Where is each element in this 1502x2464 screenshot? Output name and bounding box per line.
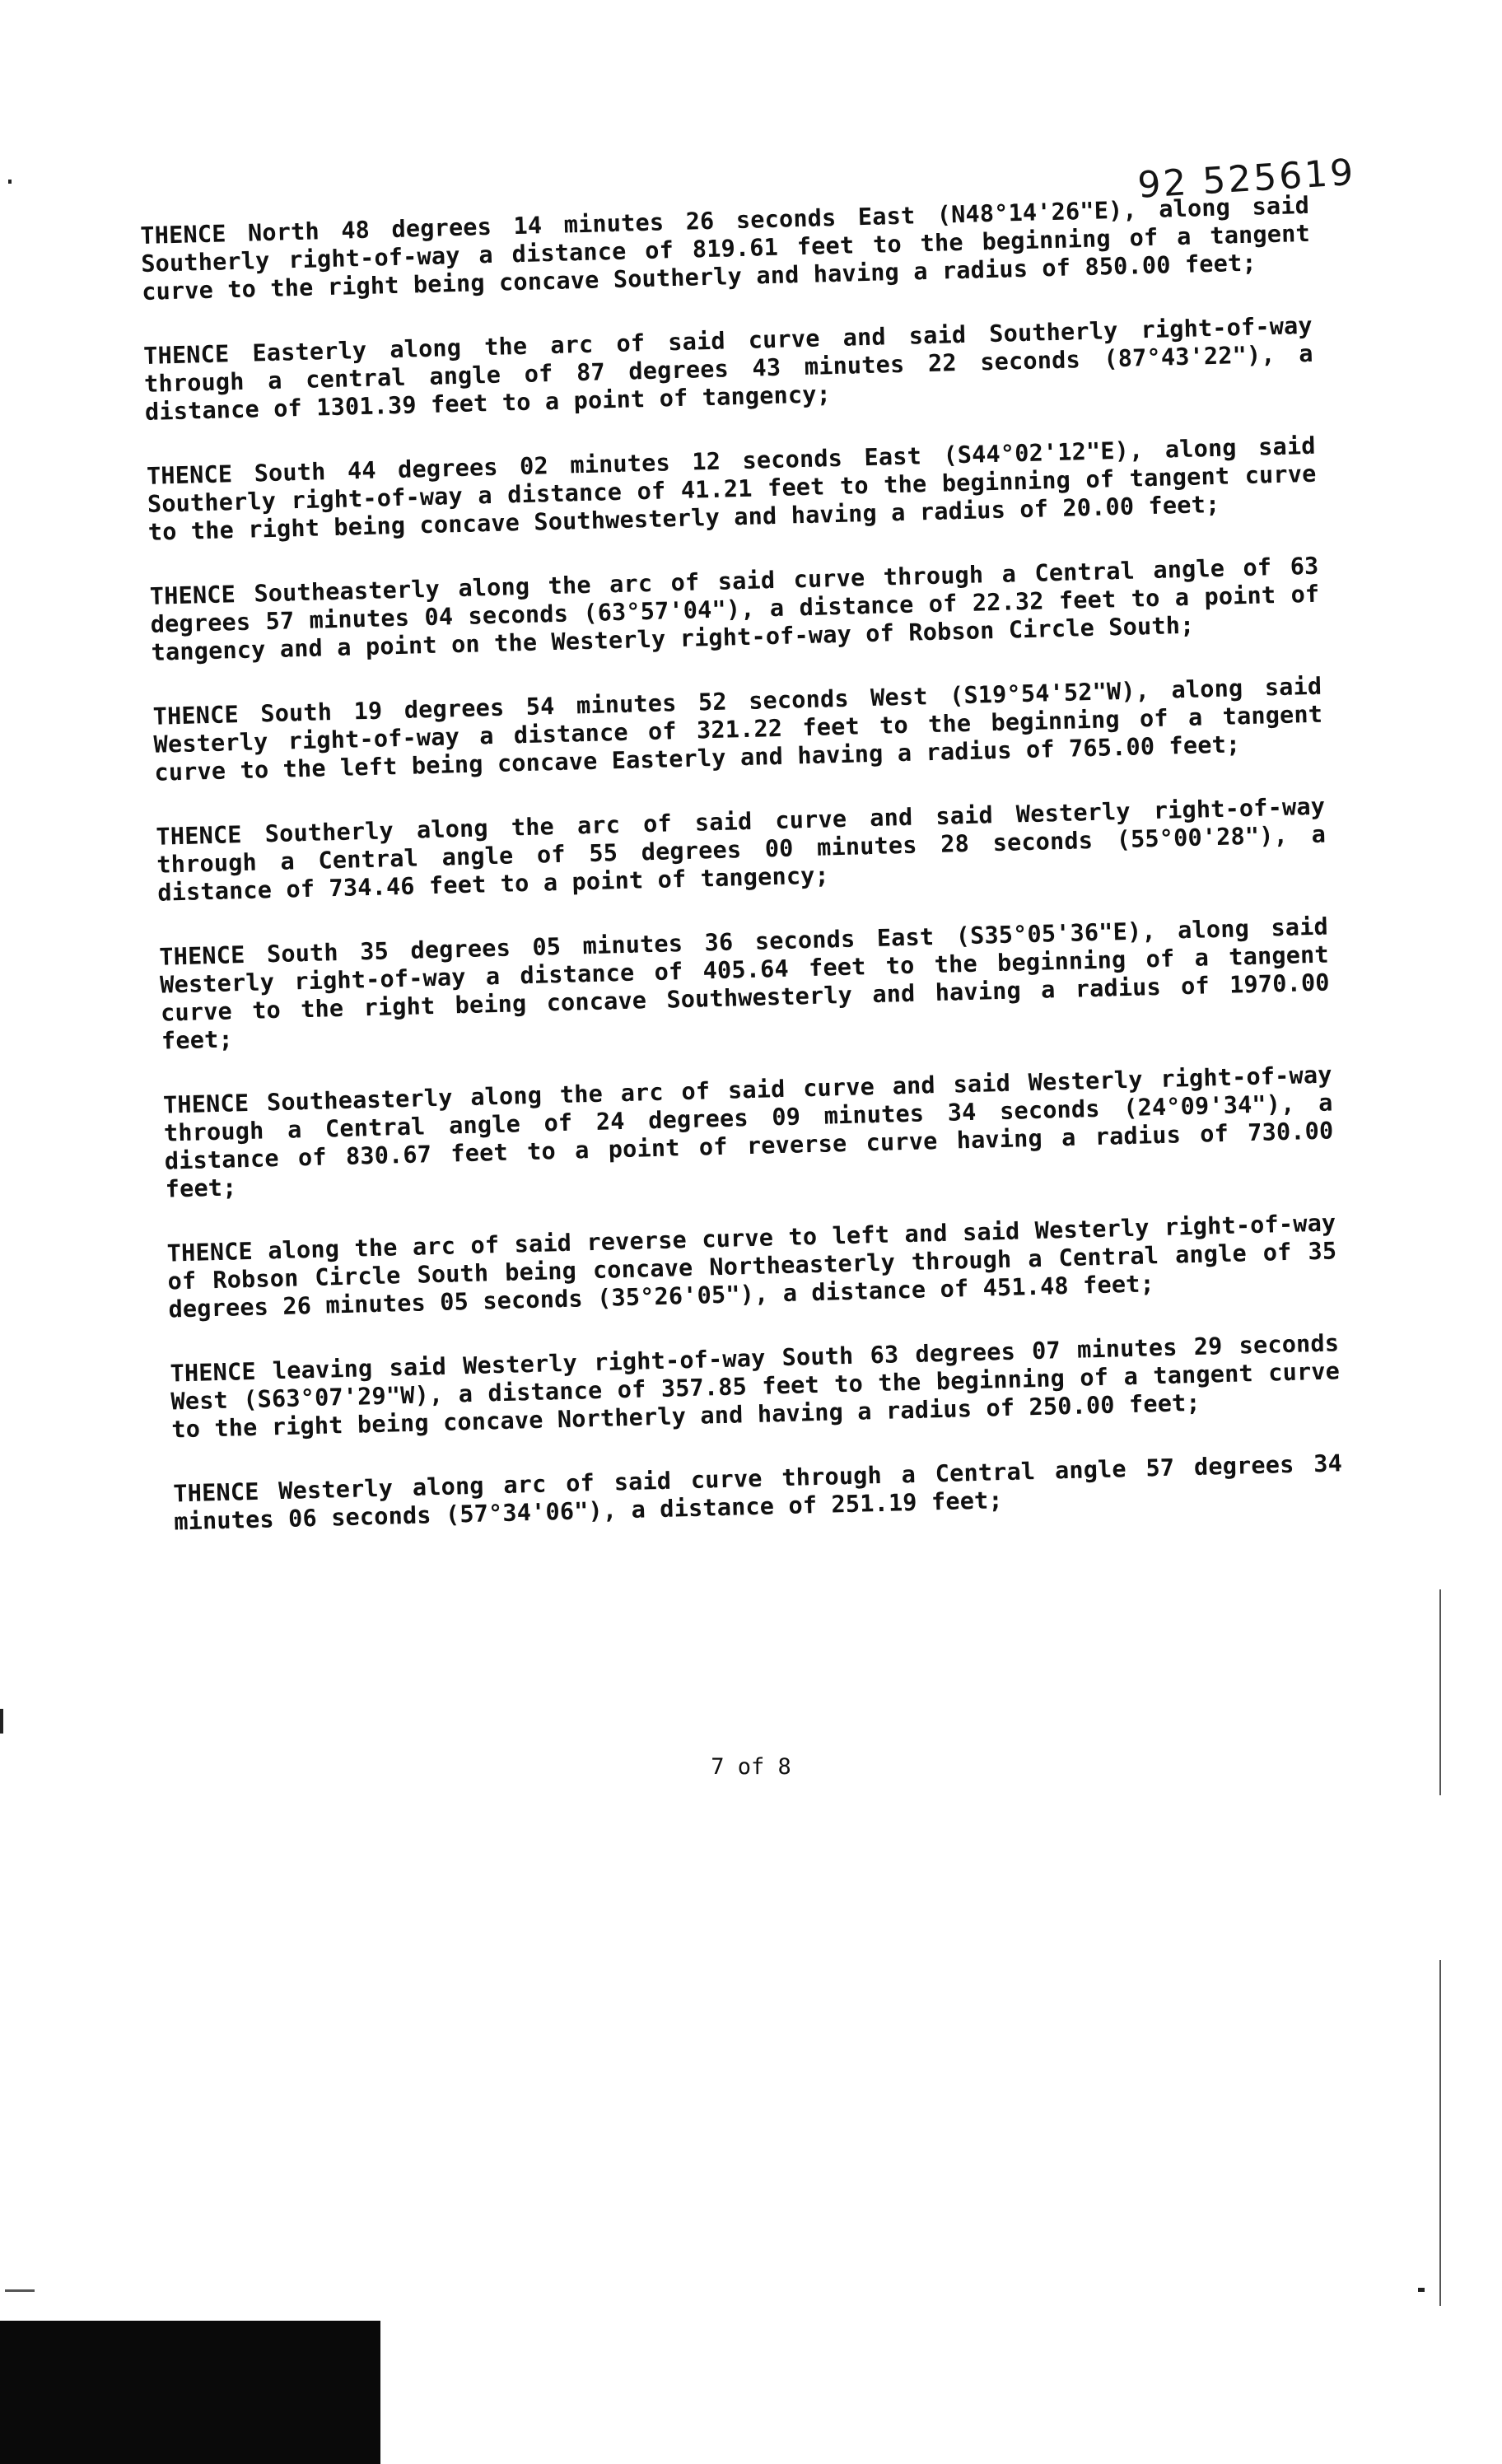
course-paragraph-2: THENCE Easterly along the arc of said curve and said Southerly right-of-way through a central angle of 87 degrees 43 minutes 22 seconds (87°43'22"), a distance of 1301.39 feet to a point of tangency; xyxy=(142,311,1314,426)
scan-speck xyxy=(1418,2288,1425,2292)
course-paragraph-3: THENCE South 44 degrees 02 minutes 12 seconds East (S44°02'12"E), along said Southerly right-of-way a distance of 41.21 feet to the beginning of tangent curve to the right being concave Southwesterly and having a radius of 20.00 feet; xyxy=(146,432,1317,546)
course-paragraph-5: THENCE South 19 degrees 54 minutes 52 seconds West (S19°54'52"W), along said Westerly right-of-way a distance of 321.22 feet to the beginning of a tangent curve to the left being concave Easterly and having a radius of 765.00 feet; xyxy=(152,672,1323,786)
page-number: 7 of 8 xyxy=(711,1754,791,1780)
course-paragraph-1: THENCE North 48 degrees 14 minutes 26 seconds East (N48°14'26"E), along said Southerly right-of-way a distance of 819.61 feet to the beginning of a tangent curve to the right being concave Southerly and having a radius of 850.00 feet; xyxy=(140,191,1311,306)
scan-margin-line xyxy=(1439,1960,1441,2306)
recording-number: 92 525619 xyxy=(1136,151,1357,207)
scan-speck xyxy=(8,180,12,184)
course-paragraph-8: THENCE Southeasterly along the arc of said curve and said Westerly right-of-way through a Central angle of 24 degrees 09 minutes 34 seconds (24°09'34"), a distance of 830.67 feet to a point of reverse curve having a radius of 730.00 feet; xyxy=(162,1061,1334,1203)
scan-margin-line xyxy=(1439,1589,1441,1795)
course-paragraph-10: THENCE leaving said Westerly right-of-way South 63 degrees 07 minutes 29 seconds West (S63°07'29"W), a distance of 357.85 feet to the beginning of a tangent curve to the right being concave Northerly and having a radius of 250.00 feet; xyxy=(170,1329,1341,1444)
course-paragraph-9: THENCE along the arc of said reverse curve to left and said Westerly right-of-way of Robson Circle South being concave Northeasterly through a Central angle of 35 degrees 26 minutes 05 seconds (35°26'05"), a distance of 451.48 feet; xyxy=(166,1209,1337,1323)
course-paragraph-7: THENCE South 35 degrees 05 minutes 36 seconds East (S35°05'36"E), along said Westerly right-of-way a distance of 405.64 feet to the beginning of a tangent curve to the right being concave Southwesterly and having a radius of 1970.00 feet; xyxy=(158,912,1331,1055)
scan-speck xyxy=(5,2289,35,2292)
black-scan-block xyxy=(0,2321,380,2464)
course-paragraph-11: THENCE Westerly along arc of said curve through a Central angle 57 degrees 34 minutes 06 seconds (57°34'06"), a distance of 251.19 feet; xyxy=(172,1449,1343,1536)
course-paragraph-6: THENCE Southerly along the arc of said curve and said Westerly right-of-way through a Central angle of 55 degrees 00 minutes 28 seconds (55°00'28"), a distance of 734.46 feet to a point of tangency; xyxy=(156,792,1327,907)
legal-description xyxy=(140,192,1344,1573)
course-paragraph-4: THENCE Southeasterly along the arc of said curve through a Central angle of 63 degrees 57 minutes 04 seconds (63°57'04"), a distance of 22.32 feet to a point of tangency and a point on the Westerly right-of-way of Robson Circle South; xyxy=(149,552,1320,666)
scan-edge-mark xyxy=(0,1709,3,1734)
